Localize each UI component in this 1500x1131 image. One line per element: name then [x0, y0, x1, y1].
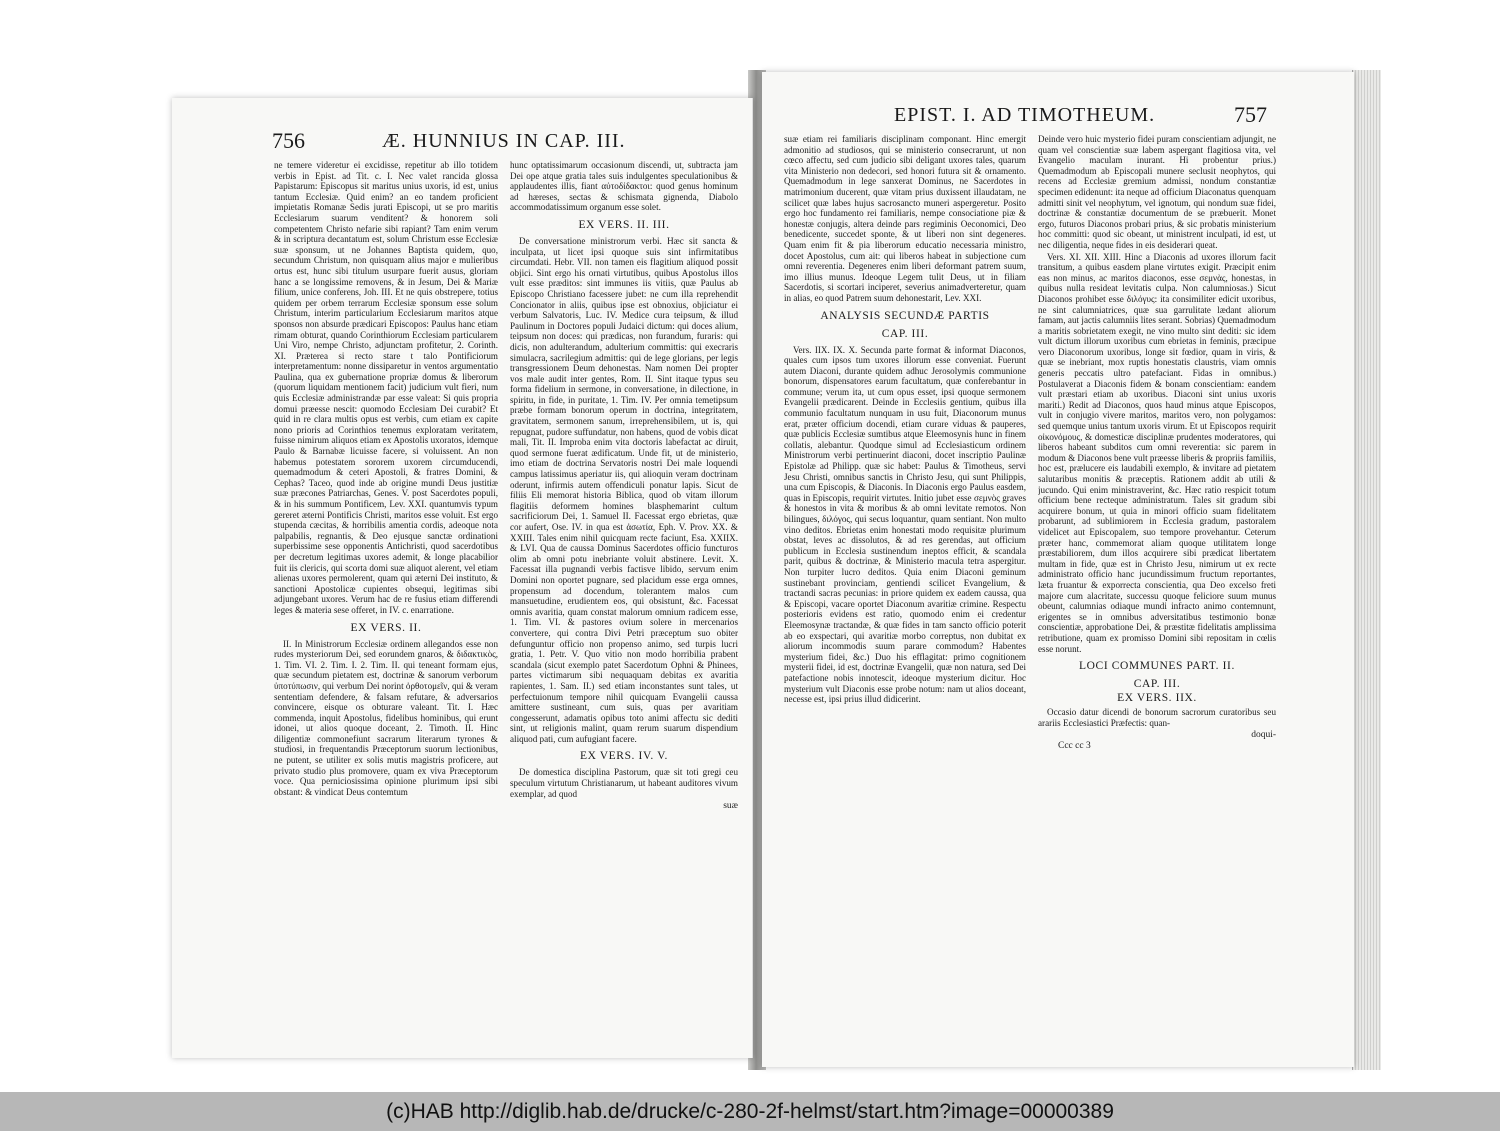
paragraph: II. In Ministrorum Ecclesiæ ordinem allegandos esse non rudes mysteriorum Dei, sed eorundem gnaros, & διδακτικὸς, 1. Tim. VI. 2. Tim. I. 2. Tim. II. qui teneant formam ejus, quæ secundum pietatem est, doctrinæ & sanorum verborum ὑποτύπωσιν, qui verbum Dei norint ὀρθοτομεῖν, qui & veram sententiam defendere, & falsam refutare, & adversarios convincere, eisque os obturare valeant. Tit. I. Hæc commenda, inquit Apostolus, fidelibus hominibus, qui erunt idonei, ut alios quoque doceant, 2. Timoth. II. Hinc diligentiæ commonefiunt sacrarum literarum tyrones & studiosi, in frequentandis Præceptorum suorum lectionibus, ne putent, se utiliter ex solis mutis magistris proficere, aut privato studio plus promovere, quam ex viva Præceptorum voce. Qua perniciosissima opinione plurimum ipsi sibi obstant: & vindicat Deus contemtum	[274, 638, 498, 797]
source-credit-text: (c)HAB http://diglib.hab.de/drucke/c-280-2f-helmst/start.htm?image=00000389	[386, 1099, 1114, 1123]
paragraph: Vers. IIX. IX. X. Secunda parte format & informat Diaconos, quales cum ipsos tum uxores illorum esse conveniat. Fuerunt autem Diaconi, durante quidem adhuc Jerosolymis communione bonorum, dispensatores earum facultatum, quæ conferebantur in commune; verum ita, ut cum opus esset, ipsi quoque sermonem Evangelii prædicarent. Deinde in Ecclesiis gentium, quibus illa communio facultatum nunquam in usu fuit, Diaconorum munus erat, præter officium docendi, etiam curare viduas & pauperes, quæ publicis Ecclesiæ sumtibus atque Eleemosynis hunc in finem collatis, alebantur. Quodque simul ad Ecclesiasticum ordinem Ministrorum verbi pertinuerint diaconi, docet inscriptio Paulinæ Epistolæ ad Philipp. quæ sic habet: Paulus & Timotheus, servi Jesu Christi, omnibus sanctis in Christo Jesu, qui sunt Philippis, una cum Episcopis, & Diaconis. In Diaconis ergo Paulus easdem, quas in Episcopis, requirit virtutes. Initio jubet esse σεμνὸς graves & honestos in vita & moribus & ab omni levitate remotos. Non bilingues, διλόγος, qui secus loquantur, quam sentiant. Non multo vino deditos. Ebrietas enim honestati modo requisitæ plurimum obstat, leves ac dissolutos, & ad res gerendas, aut officium publicum in Ecclesia sustinendum ineptos efficit, & scandala parit, quibus & doctrinæ, & Ministerio macula tetra aspergitur. Non turpiter lucro deditos. Quia enim Diaconi geminum sustinebant provinciam, gentiendi scilicet Evangelium, & tractandi sacras pecunias: in priore quidem ex eadem caussa, qua & Episcopi, vacare oportet Diaconum avaritiæ crimine. Respectu posterioris evidens est ratio, quomodo enim ei credentur Eleemosynæ tractandæ, & quæ fides in tam sancto officio poterit ab eo exspectari, qui avaritiæ morbo correptus, non dubitat ex aliorum incommodis suum parare commodum? Habentes mysterium fidei, &c.) Duo his efflagitat: primo cognitionem mysterii fidei, id est, doctrinæ Evangelii, quæ non natura, sed Dei patefactione nobis innotescit, ideoque mysterium dicitur. Hoc mysterium vult Diaconis esse probe notum: nam ut alios doceant, necesse est, ipsi prius illud didicerint.	[784, 344, 1026, 705]
paragraph: suæ etiam rei familiaris disciplinam componant. Hinc emergit admonitio ad studiosos, qui se ministerio consecrarunt, ut non cœco affectu, sed cum judicio sibi deligant uxores tales, quarum vita Ministerio non dedecori, sed honori futura sit & ornamento. Quemadmodum in lege sanxerat Dominus, ne Sacerdotes in matrimonium ducerent, quæ vitam prius duxissent illaudatam, ne scilicet quæ labes hujus sacrosancto muneri aspergeretur. Posito ergo hoc fundamento rei familiaris, nempe consociatione piæ & honestæ conjugis, altera deinde pars regiminis Oeconomici, Deo benedicente, succedet sponte, & ut liberi non sint degeneres. Quam enim fit & pia liberorum educatio necessaria ministro, docet Apostolus, cum ait: qui liberos habeat in subjectione cum omni reverentia. Degeneres enim liberi deformant patrem suum, imo illius munus. Ideoque Legem tulit Deus, ut in filiam Sacerdotis, si scortari inciperet, severius animadverteretur, quam in alias, eo quod Patrem suum dehonestarit, Lev. XXI.	[784, 134, 1026, 303]
source-credit-bar	[0, 1092, 1500, 1131]
paragraph: De conversatione ministrorum verbi. Hæc sit sancta & inculpata, ut licet ipsi quoque suis sint infirmitatibus circumdati. Hebr. VII. non tamen eis flagitium aliquod possit objici. Sint ergo his ornati virtutibus, quibus Apostolus illos vult esse præditos: sint immunes iis vitiis, quæ Paulus ab Episcopo Christiano facessere jubet: ne cum illa reprehendit Concionator in aliis, quibus ipse est obnoxius, objiciatur ei verbum Salvatoris, Luc. IV. Medice cura teipsum, & illud Paulinum in Doctores populi Judaici dictum: qui doces alium, teipsum non doces: qui prædicas, non furandum, furaris: qui dicis, non adulterandum, adulterium committis: qui execraris simulacra, sacrilegium admittis: qui de lege glorians, per legis transgressionem Deum dehonestas. Nam nomen Dei propter vos male audit inter gentes, Rom. II. Sint itaque typus seu forma fidelium in sermone, in conversatione, in dilectione, in spiritu, in fide, in puritate, 1. Tim. IV. Per omnia temetipsum præbe formam bonorum operum in doctrina, integritatem, gravitatem, sermonem sanum, irreprehensibilem, ut is, qui repugnat, pudore suffundatur, non habens, quod de vobis dicat mali, Tit. II. Improba enim vita doctoris labefactat ac diruit, quod sermone fuerat ædificatum. Unde fit, ut de ministerio, imo etiam de doctrina Servatoris nostri Dei male loquendi campus latissimus aperiatur iis, qui alioquin veram doctrinam oderunt, infirmis autem offendiculi ponatur lapis. Sicut de filiis Eli memorat historia Biblica, quod ob vitam illorum flagitiis deformem homines blasphemarint cultum sacrificiorum Dei, 1. Samuel II. Facessat ergo ebrietas, quæ cor aufert, Ose. IV. in qua est ἀσωτία, Eph. V. Prov. XX. & XXIII. Tales enim nihil quicquam recte faciunt, Esa. XXIIX. & LVI. Qua de caussa Dominus Sacerdotes officio functuros olim ab omni potu inebriante voluit abstinere. Levit. X. Facessat illa pugnandi verbis factisve libido, servum enim Domini non oportet pugnare, sed placidum esse erga omnes, propensum ad docendum, tolerantem malos cum mansuetudine, erudientem eos, qui obsistunt, &c. Facessat omnis avaritia, quam constat malorum omnium radicem esse, 1. Tim. VI. & pastores ovium solere in mercenarios convertere, qui contra Divi Petri præceptum suo obiter defunguntur officio non propenso animo, sed turpis lucri gratia, 1. Petr. V. Quo vitio non modo horribilia prabent scandala (sicut exemplo patet Sacerdotum Ophni & Phinees, partes victimarum sibi nequaquam debitas ex avaritia rapientes, 1. Sam. II.) sed etiam inconstantes sunt tales, ut perfectuionum tempore nihil quicquam Evangelii caussa amittere sustineant, cum suis, quas per avaritiam congesserunt, adamatis opibus toto animi affectu sic dediti sint, ut religionis malint, quam rerum suarum dispendium aliquod pati, cum aufugiant facere.	[510, 235, 738, 744]
catchword: doqui-	[1251, 730, 1276, 741]
section-heading: EX VERS. II. III.	[578, 218, 670, 231]
section-subheading: EX VERS. IIX.	[1117, 692, 1197, 705]
right-page	[762, 72, 1354, 1067]
right-page-number: 757	[1234, 102, 1267, 127]
paragraph: De domestica disciplina Pastorum, quæ sit toti gregi ceu speculum virtutum Christianarum, ut habeant auditores vivum exemplar, ad quod	[510, 767, 738, 799]
paragraph: hunc optatissimarum occasionum discendi, ut, subtracta jam Dei ope atque gratia tales suis indulgentes speculationibus & applaudentes illis, fiant αὐτοδίδακτοι: quod genus hominum ad hæreses, sectas & schismata gignenda, Diabolo accommodatissimum organum esse solet.	[510, 160, 738, 213]
paragraph: ne temere videretur ei excidisse, repetitur ab illo totidem verbis in Epist. ad Tit. c. I. Nec valet rancida glossa Papistarum: Episcopus sit maritus unius uxoris, id est, unius tantum Ecclesiæ. Quid enim? an eo tandem proficient impietatis Romanæ Sedis jurati Episcopi, ut se pro maritis Ecclesiarum suarum venditent? & honorem soli competentem Christo nefarie sibi rapiant? Tam enim verum & in scriptura decantatum est, solum Christum esse Ecclesiæ suæ sponsum, ut ne Johannes Baptista quidem, quo, secundum Christum, non quisquam alius major e mulieribus ortus est, hunc sibi titulum usurpare fuerit ausus, gloriam hanc a se longissime removens, & in Jesum, Dei & Mariæ filium, unice conferens, Joh. III. Et ne quis obstrepere, totius quidem per orbem terrarum Ecclesiæ sponsum esse solum Christum, interim particularium Ecclesiarum maritos atque sponsos non absurde prædicari Episcopos: Paulus hanc etiam rimam obturat, quando Corinthiorum Ecclesiam particularem Uni Viro, nempe Christo, adjunctam profitetur, 2. Corinth. XI. Præterea si recto stare t talo Pontificiorum interpretamentum: nonne dissiparetur in ventos argumentatio Paulina, qua ex gubernatione propriæ domus & liberorum (quorum liquidam mentionem facit) judicium vult fieri, num quis Ecclesiæ administrandæ par esse valeat: Si quis propria domui præesse nescit: quomodo Ecclesiam Dei curabit? Et quid in re clara multis opus est verbis, cum etiam ex capite nono prioris ad Corinthios tenemus exploratam veritatem, fuisse nimirum aliquos etiam ex Apostolis uxoratos, idemque Paulo & Barnabæ licuisse facere, si voluissent. An non habemus potestatem sororem uxorem circumducendi, quemadmodum & ceteri Apostoli, & fratres Domini, & Cephas? Taceo, quod inde ab origine mundi Deus justitiæ suæ præcones Patriarchas, Genes. V. post Sacerdotes populi, & in his summum Pontificem, Lev. XXI. quantumvis typum gereret æterni Pontificis Christi, maritos esse voluit. Est ergo stupenda cæcitas, & horribilis amentia cordis, adeoque nota palpabilis, regnantis, & Deo ejusque sanctæ ordinationi superbissime sese opponentis Antichristi, quod sacerdotibus per decretum legitimas uxores ademit, & longe placabilior fuit iis clericis, qui scorta domi suæ aliquot alerent, vel etiam alienas uxores permolerent, quam qui æterni Dei instituto, & sanctioni Apostolicæ cupientes obsequi, legitimas sibi adjungebant uxores. Verum hac de re fusius etiam differendi leges & materia sese offeret, in IV. c. enarratione.	[274, 160, 498, 615]
section-heading: EX VERS. IV. V.	[579, 750, 669, 763]
right-column-2	[1038, 134, 1276, 1034]
left-column-2	[510, 160, 738, 990]
signature-mark: Ccc cc 3	[1058, 740, 1091, 751]
paragraph: Deinde vero huic mysterio fidei puram conscientiam adjungit, ne quam vel conscientiæ suæ labem aspergant flagitiosa vita, vel Evangelio maculam inurant. Hi probentur prius.) Quemadmodum ab Episcopali munere seclusit neophytos, qui recens ad Ecclesiæ gremium admissi, nondum constantiæ specimen edidenunt: ita neque ad officium Diaconatus quenquam admitti sinit vel neophytum, vel ignotum, qui nondum suæ fidei, doctrinæ & constantiæ documentum de se præbuerit. Monet ergo, futuros Diaconos probari prius, & sic probatis ministerium hoc committi: quod sic obeant, ut ministrent inculpati, id est, ut nec diligentia, neque fides in eis desiderari queat.	[1038, 134, 1276, 250]
catchword: suæ	[723, 801, 738, 812]
left-running-title: Æ. HUNNIUS IN CAP. III.	[382, 130, 626, 152]
section-subheading: CAP. III.	[881, 327, 929, 340]
paragraph: Vers. XI. XII. XIII. Hinc a Diaconis ad uxores illorum facit transitum, a quibus easdem plane virtutes exigit. Præcipit enim eas non minus, ac maritos diaconos, esse σεμνὰς, honestas, in quibus nulla resideat levitatis culpa. Non calumniosas.) Sicut Diaconos prohibet esse διλόγυς: ita consimiliter edicit uxoribus, ne sint calumniatrices, quæ sua garrulitate lædant aliorum famam, aut jactis calumniis lites serant. Sobrias) Quemadmodum a maritis sobrietatem exegit, ne vino multo sint dediti: sic idem vult dictum illorum uxoribus cum ebrietas in feminis, præcipue vero Diaconorum uxoribus, longe sit fœdior, quam in viris, & quæ se inebriant, mox ruptis honestatis claustris, viam omnis generis peccatis ultro patefaciant. Fidas in omnibus.) Postulaverat a Diaconis fidem & bonam conscientiam: eandem vult præstari etiam ab uxoribus. Diaconi sint unius uxoris mariti.) Redit ad Diaconos, quos haud minus atque Episcopos, vult in conjugio vivere maritos, maritos vero, non polygamos: sed quemque unius tantum uxoris virum. Et ut Episcopos requirit οἰκονόμους, & domesticæ disciplinæ prudentes moderatores, qui liberos habeant subditos cum omni reverentia: sic parem in modum & Diaconos bene vult præesse liberis & propriis familiis, hoc est, prælucere eis laudabili exemplo, & invitare ad pietatem salutaribus monitis & præceptis. Rationem addit ab utili & jucundo. Qui enim ministraverint, &c. Hæc ratio respicit totum officium bene recteque administratum. Tales sit gradum sibi acquirere bonum, ut quia in minori officio suam fidelitatem probarunt, ad sublimiorem in Ecclesia gradum, pastoralem videlicet aut Episcopalem, suo tempore provehantur. Ceterum præter hanc, commemorat aliam quoque utilitatem longe præstabiliorem, dum illos acquirere sibi prædicat libertatem multam in fide, quæ est in Christo Jesu, nimirum ut ex recte administrato officio hanc jucundissimum fructum reportantes, læta fruantur & exporrecta conscientia, qua Deo excelso freti majore cum alacritate, successu quoque feliciore suum munus obeunt, calumnias odiaque mundi infracto animo contemnunt, erigentes se in omnibus adversitatibus testimonio bonæ conscientiæ, approbatione Dei, & præstitæ fidelitatis amplissima retributione, quam ex promisso Domini sibi repositam in cœlis esse norunt.	[1038, 251, 1276, 654]
right-column-1	[784, 134, 1026, 1034]
left-page-number: 756	[272, 128, 305, 153]
left-running-head	[172, 124, 752, 158]
section-subheading: CAP. III.	[1133, 678, 1181, 691]
left-page	[172, 98, 753, 1058]
section-heading: EX VERS. II.	[350, 621, 422, 634]
right-running-head	[762, 98, 1354, 132]
section-heading: LOCI COMMUNES PART. II.	[1079, 660, 1235, 673]
paragraph: Occasio datur dicendi de bonorum sacrorum curatoribus seu arariis Ecclesiastici Præfectis: quan-	[1038, 707, 1276, 728]
section-heading: ANALYSIS SECUNDÆ PARTIS	[820, 309, 990, 322]
right-running-title: EPIST. I. AD TIMOTHEUM.	[894, 104, 1156, 126]
left-column-1	[274, 160, 498, 990]
page-edge	[1352, 70, 1381, 1070]
